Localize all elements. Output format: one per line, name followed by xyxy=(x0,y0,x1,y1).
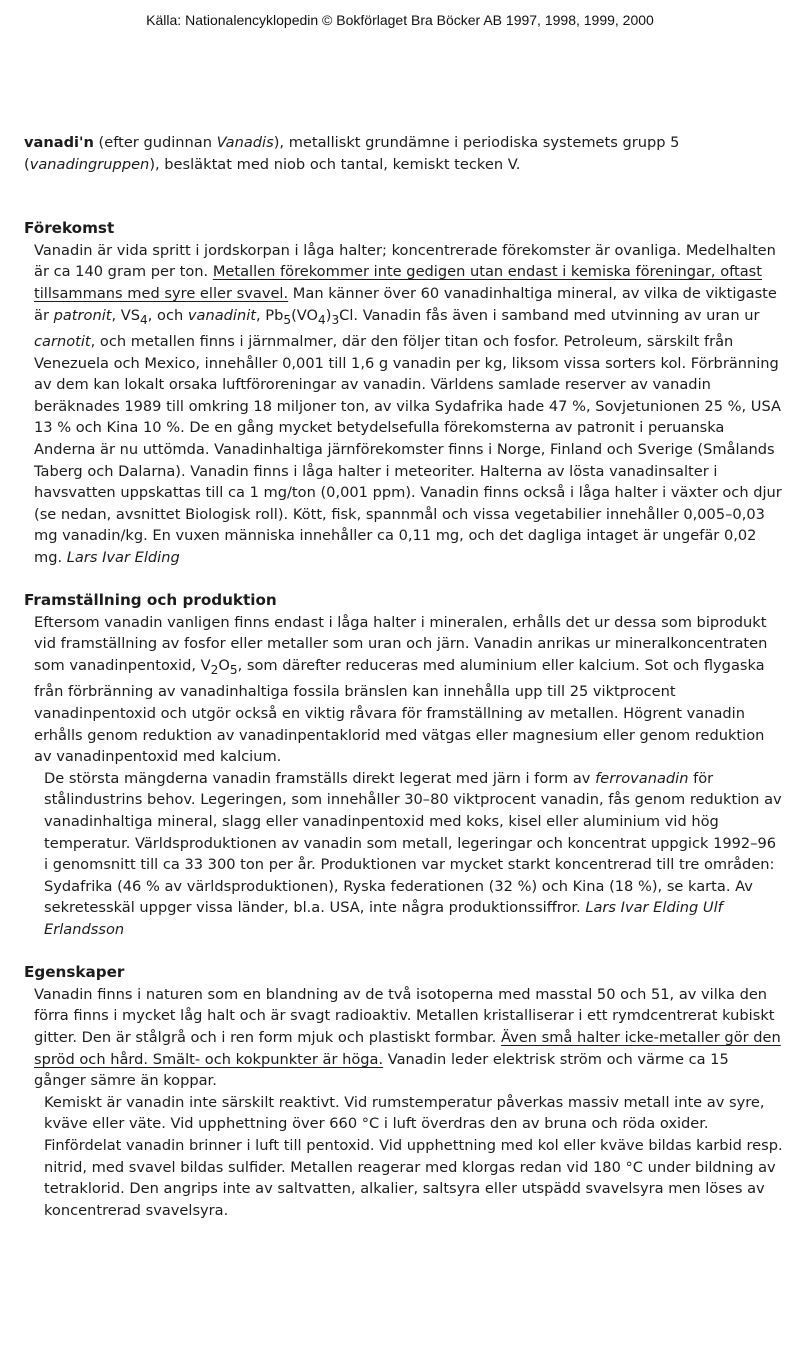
body-text: (VO xyxy=(291,306,318,324)
intro-italic: vanadingruppen xyxy=(29,155,150,173)
egenskaper-paragraph-2: Kemiskt är vanadin inte särskilt reaktivt. Vid rumstemperatur påverkas massiv metall inte av syre, kväve eller väte. Vid upphettning över 660 °C i luft överdras den av bruna och röda oxider. Finfördelat vanadin brinner i luft till pentoxid. Vid upphettning med kol eller kväve bildas karbid resp. nitrid, med svavel bildas sulfider. Metallen reagerar med klorgas redan vid 180 °C under bildning av tetraklorid. Den angrips inte av saltvatten, alkalier, saltsyra eller utspädd svavelsyra men löses av koncentrerad svavelsyra. xyxy=(44,1093,783,1219)
intro-italic: Vanadis xyxy=(216,134,274,151)
author-signature: Lars Ivar Elding xyxy=(66,549,180,566)
author-signature: Lars Ivar Elding Ulf Erlandsson xyxy=(44,899,723,938)
subscript: 5 xyxy=(229,662,238,677)
body-text: Vanadin är vida spritt i jordskorpan i låga halter; koncentrerade förekomster är ovanliga. Medelhalten är ca 140 gram per ton. xyxy=(34,241,776,281)
underlined-text: Även små halter icke-metaller gör den spröd och hård. Smält- och kokpunkter är höga. xyxy=(34,1028,781,1068)
body-text: , som därefter reduceras med aluminium eller kalcium. Sot och flygaska från förbränning av vanadinhaltiga fossila bränslen kan innehålla upp till 25 viktprocent vanadinpentoxid och utgör också en viktig råvara för framställning av metallen. Högrent vanadin erhålls genom reduktion av vanadinpentaklorid med vätgas eller magnesium eller genom reduktion av vanadinpentoxid med kalcium. xyxy=(34,656,765,766)
egenskaper-paragraph-1 xyxy=(24,984,784,1092)
subscript: 4 xyxy=(318,312,326,327)
body-text: , VS xyxy=(111,306,141,324)
source-attribution: Källa: Nationalencyklopedin © Bokförlaget Bra Böcker AB 1997, 1998, 1999, 2000 xyxy=(146,12,654,28)
body-text: , Pb xyxy=(256,306,284,324)
section-framstallning xyxy=(24,590,784,940)
encyclopedia-article xyxy=(24,132,784,1221)
section-egenskaper xyxy=(24,962,784,1221)
intro-text: (efter gudinnan xyxy=(93,134,217,151)
framstallning-paragraph-2 xyxy=(24,768,784,941)
body-text: , och metallen finns i järnmalmer, där den följer titan och fosfor. Petroleum, särskilt från Venezuela och Mexico, innehåller 0,001 till 1,6 g vanadin per kg, liksom vissa sorters kol. Förbränning av dem kan lokalt orsaka luftföroreningar av vanadin. Världens samlade reserver av vanadin beräknades 1989 till omkring 18 miljoner ton, av vilka Sydafrika hade 47 %, Sovjetunionen 25 %, USA 13 % och Kina 10 %. De en gång mycket betydelsefulla förekomsterna av patronit i peruanska Anderna är nu uttömda. Vanadinhaltiga järnförekomster finns i Norge, Finland och Sverige (Smålands Taberg och Dalarna). Vanadin finns i låga halter i meteoriter. Halterna av lösta vanadinsalter i havsvatten uppskattas till ca 1 mg/ton (0,001 ppm). Vanadin finns också i låga halter i växter och djur (se nedan, avsnittet Biologisk roll). Kött, fisk, spannmål och vissa vegetabilier innehåller 0,005–0,03 mg vanadin/kg. En vuxen människa innehåller ca 0,11 mg, och det dagliga intaget är ungefär 0,02 mg. xyxy=(34,333,782,566)
intro-paragraph xyxy=(24,132,784,175)
italic-term: ferrovanadin xyxy=(595,769,689,787)
body-text: ) xyxy=(325,306,332,324)
body-text: Vanadin leder elektrisk ström och värme ca 15 gånger sämre än koppar. xyxy=(34,1050,729,1090)
body-text: Cl. Vanadin fås även i samband med utvinning av uran ur xyxy=(339,306,760,324)
body-text: , och xyxy=(147,306,188,324)
section-heading: Egenskaper xyxy=(24,963,125,982)
body-text: De största mängderna vanadin framställs direkt legerat med järn i form av xyxy=(44,769,596,787)
underlined-text: Metallen förekommer inte gedigen utan endast i kemiska föreningar, oftast tillsammans med syre eller svavel. xyxy=(34,263,763,302)
section-heading: Förekomst xyxy=(24,219,115,238)
section-forekomst xyxy=(24,218,784,568)
intro-text: ), besläktat med niob och tantal, kemiskt tecken V. xyxy=(149,155,521,173)
mineral-name: patronit xyxy=(53,306,112,324)
framstallning-paragraph-1 xyxy=(24,612,784,768)
subscript: 5 xyxy=(283,312,292,327)
section-heading: Framställning och produktion xyxy=(24,591,277,610)
headword: vanadi'n xyxy=(24,134,94,151)
body-text: O xyxy=(218,656,230,674)
body-text: Eftersom vanadin vanligen finns endast i låga halter i mineralen, erhålls det ur dessa som biprodukt vid framställning av fosfor eller metaller som uran och järn. Vanadin anrikas ur mineralkoncentraten som vanadinpentoxid, V xyxy=(34,613,768,674)
body-text: Vanadin finns i naturen som en blandning av de två isotoperna med masstal 50 och 51, av vilka den förra finns i mycket låg halt och är svagt radioaktiv. Metallen kristalliserar i ett rymdcentrerat kubiskt gitter. Den är stålgrå och i ren form mjuk och plastiskt formbar. xyxy=(34,985,775,1046)
mineral-name: carnotit xyxy=(34,333,91,351)
subscript: 3 xyxy=(331,312,340,327)
forekomst-paragraph xyxy=(24,240,784,569)
body-text: Man känner över 60 vanadinhaltiga mineral, av vilka de viktigaste är xyxy=(34,284,777,324)
subscript: 2 xyxy=(210,662,219,677)
mineral-name: vanadinit xyxy=(187,306,256,324)
body-text: för stålindustrins behov. Legeringen, som innehåller 30–80 viktprocent vanadin, fås genom reduktion av vanadinhaltiga mineral, slagg eller vanadinpentoxid med koks, kisel eller aluminium vid hög temperatur. Världsproduktionen av vanadin som metall, legeringar och koncentrat uppgick 1992–96 i genomsnitt till ca 33 300 ton per år. Produktionen var mycket starkt koncentrerad till tre områden: Sydafrika (46 % av världsproduktionen), Ryska federationen (32 %) och Kina (18 %), se karta. Av sekretesskäl uppger vissa länder, bl.a. USA, inte några produktionssiffror. xyxy=(44,769,782,917)
subscript: 4 xyxy=(140,312,148,327)
intro-text: ), metalliskt grundämne i periodiska systemets grupp 5 ( xyxy=(24,134,680,173)
